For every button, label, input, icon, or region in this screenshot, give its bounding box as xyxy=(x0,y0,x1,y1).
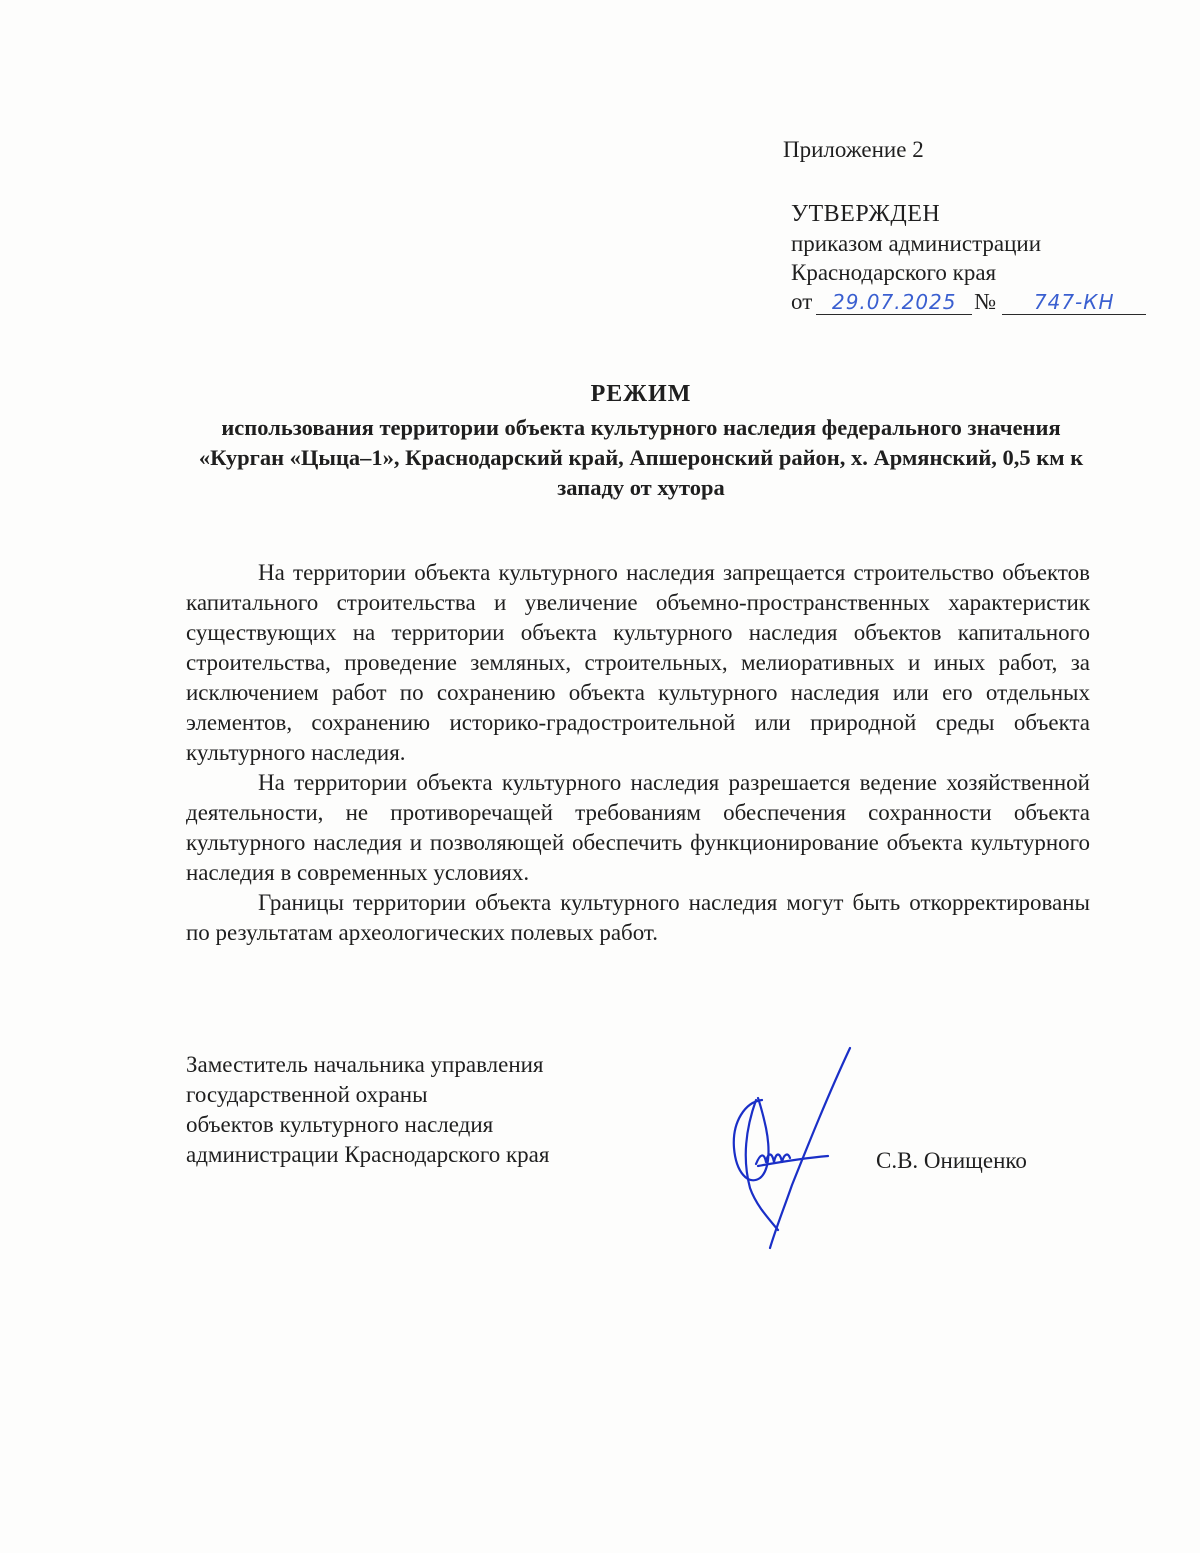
position-line-4: администрации Краснодарского края xyxy=(186,1142,550,1167)
approved-heading: УТВЕРЖДЕН xyxy=(791,201,941,227)
position-line-3: объектов культурного наследия xyxy=(186,1112,494,1137)
body-text xyxy=(186,558,1090,948)
annex-label: Приложение 2 xyxy=(783,137,924,162)
document-subtitle: использования территории объекта культурного наследия федерального значения «Курган «Цыца–1», Краснодарский край, Апшеронский район, х. Армянский, 0,5 км к западу от хутора xyxy=(198,415,1084,500)
approval-block xyxy=(791,200,1146,316)
handwritten-date: 29.07.2025 xyxy=(816,290,972,315)
number-prefix: № xyxy=(974,289,997,314)
paragraph-boundaries: Границы территории объекта культурного наследия могут быть откорректированы по результатам археологических полевых работ. xyxy=(186,890,1090,945)
position-line-1: Заместитель начальника управления xyxy=(186,1052,544,1077)
approval-line-1: приказом администрации xyxy=(791,231,1042,256)
document-title: РЕЖИМ xyxy=(590,381,692,407)
handwritten-number: 747-КН xyxy=(1002,290,1146,315)
approval-line-2: Краснодарского края xyxy=(791,260,997,285)
paragraph-prohibitions: На территории объекта культурного наследия запрещается строительство объектов капитального строительства и увеличение объемно-пространственных характеристик существующих на территории объекта культурного наследия объектов капитального строительства, проведение земляных, строительных, мелиоративных и иных работ, за исключением работ по сохранению объекта культурного наследия или его отдельных элементов, сохранению историко-градостроительной или природной среды объекта культурного наследия. xyxy=(186,560,1090,765)
signatory-name: С.В. Онищенко xyxy=(876,1148,1027,1173)
position-line-2: государственной охраны xyxy=(186,1082,428,1107)
date-prefix: от xyxy=(791,289,813,314)
signatory-position xyxy=(186,1050,549,1170)
approval-date-number-line xyxy=(791,287,1146,316)
paragraph-permissions: На территории объекта культурного наследия разрешается ведение хозяйственной деятельности, не противоречащей требованиям обеспечения сохранности объекта культурного наследия и позволяющей обеспечить функционирование объекта культурного наследия в современных условиях. xyxy=(186,770,1090,885)
title-block xyxy=(186,381,1096,503)
handwritten-signature xyxy=(700,1040,870,1255)
